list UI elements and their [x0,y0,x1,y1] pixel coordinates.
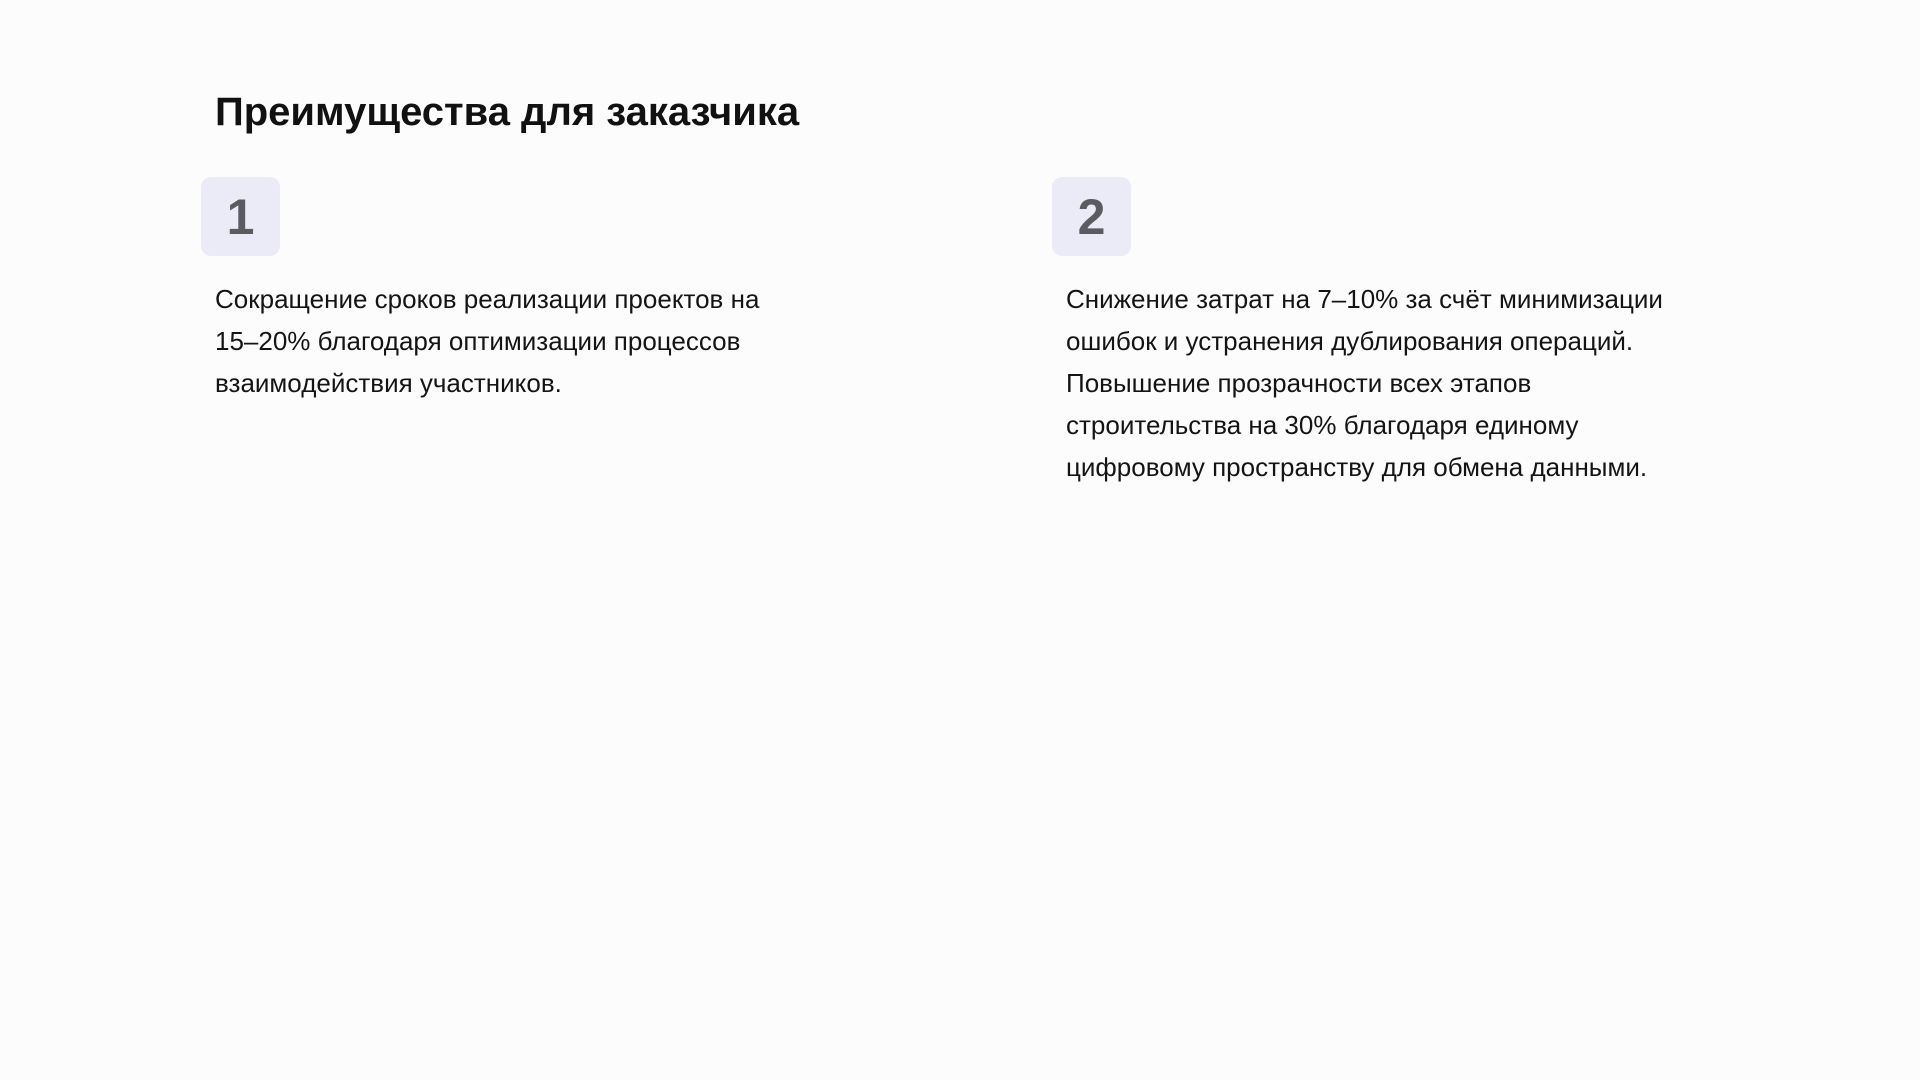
benefit-2-line: Снижение затрат на 7–10% за счёт минимизации [1066,284,1663,314]
benefit-2-line: строительства на 30% благодаря единому [1066,410,1579,440]
benefit-2-line: цифровому пространству для обмена данными. [1066,452,1648,482]
benefit-number-badge-2: 2 [1052,177,1131,256]
benefit-1-line: взаимодействия участников. [215,368,562,398]
benefit-1-line: Сокращение сроков реализации проектов на [215,284,760,314]
benefit-description-2 [1066,278,1696,488]
slide-title: Преимущества для заказчика [215,90,800,134]
benefit-2-line: Повышение прозрачности всех этапов [1066,368,1532,398]
benefit-description-1 [215,278,845,404]
benefit-card-1 [201,177,841,404]
benefit-card-2 [1052,177,1692,488]
benefit-2-line: ошибок и устранения дублирования операций. [1066,326,1634,356]
benefit-number-badge-1: 1 [201,177,280,256]
benefit-1-line: 15–20% благодаря оптимизации процессов [215,326,741,356]
